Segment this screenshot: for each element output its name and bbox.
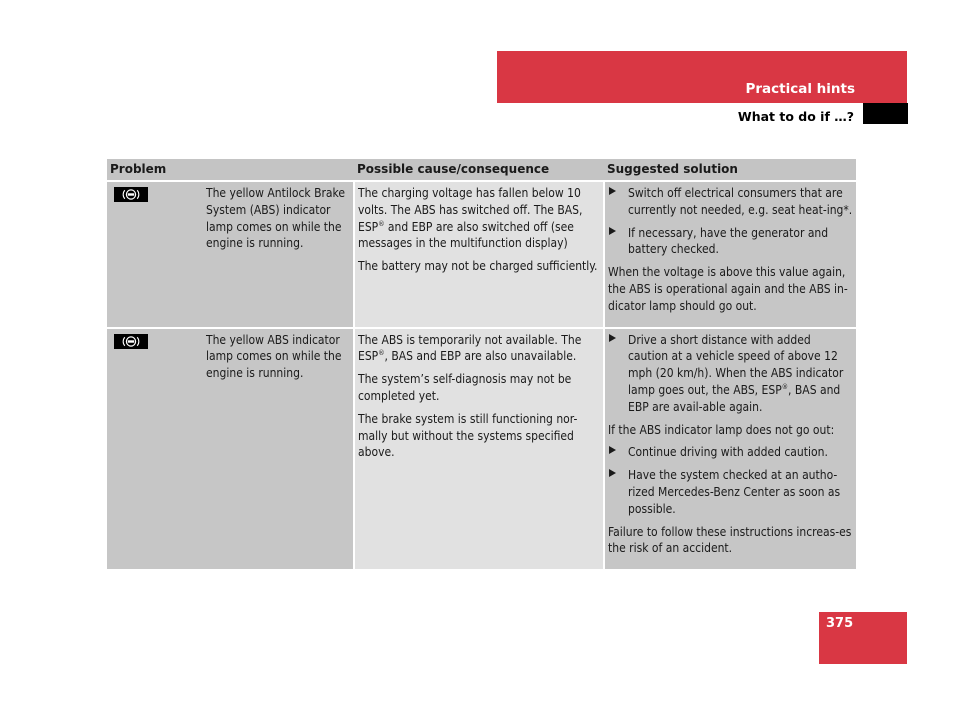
header-problem: Problem — [107, 159, 354, 181]
paragraph-text: When the voltage is above this value again, the ABS is operational again and the ABS in-dicator lamp should go out. — [608, 265, 848, 313]
paragraph-text: Continue driving with added caution. — [628, 445, 828, 460]
paragraph-text: Drive a short distance with added caution at a vehicle speed of above 12 mph (20 km/h). When the ABS indicator lamp goes out, the ABS, ESP®, BAS and EBP are avail-able again. — [628, 332, 844, 414]
header-cause: Possible cause/consequence — [354, 159, 604, 181]
paragraph-text: The system’s self-diagnosis may not be completed yet. — [358, 372, 572, 403]
paragraph-text: Switch off electrical consumers that are currently not needed, e.g. seat heat-ing*. — [628, 186, 853, 217]
cause-cell — [354, 328, 604, 570]
bullet-arrow-icon — [608, 467, 628, 517]
bullet-arrow-icon — [608, 332, 628, 416]
problem-text: The yellow ABS indicator lamp comes on while the engine is running. — [206, 332, 342, 381]
paragraph-text: If necessary, have the generator and battery checked. — [628, 225, 829, 257]
solution-cell — [604, 328, 856, 570]
table-row — [107, 181, 856, 328]
bullet-arrow-icon — [608, 225, 628, 259]
solution-paragraph — [608, 422, 853, 439]
section-tab-marker — [863, 103, 908, 124]
problem-cell — [107, 181, 354, 328]
section-banner — [497, 51, 907, 103]
subsection-title: What to do if …? — [737, 109, 854, 124]
cause-paragraph — [358, 258, 600, 275]
solution-paragraph — [608, 524, 853, 558]
paragraph-text: Failure to follow these instructions increas-es the risk of an accident. — [608, 524, 852, 556]
page-number: 375 — [826, 616, 854, 631]
cause-paragraph — [358, 411, 600, 461]
solution-step — [608, 332, 853, 416]
paragraph-text: The brake system is still functioning nor-mally but without the systems specified above. — [358, 411, 578, 460]
bullet-arrow-icon — [608, 185, 628, 219]
troubleshooting-table — [107, 159, 856, 569]
problem-text: The yellow Antilock Brake System (ABS) indicator lamp comes on while the engine is running. — [206, 186, 346, 251]
paragraph-text: Have the system checked at an autho-rized Mercedes-Benz Center as soon as possible. — [628, 468, 841, 516]
paragraph-text: If the ABS indicator lamp does not go out: — [608, 422, 835, 437]
abs-warning-lamp-icon — [114, 187, 148, 202]
solution-paragraph — [608, 264, 853, 314]
solution-step — [608, 185, 853, 219]
cause-paragraph — [358, 332, 600, 366]
cause-paragraph — [358, 371, 600, 405]
cause-cell — [354, 181, 604, 328]
solution-step — [608, 467, 853, 517]
paragraph-text: The charging voltage has fallen below 10 volts. The ABS has switched off. The BAS, ESP® and EBP are also switched off (see messages in the multifunction display) — [358, 186, 583, 251]
bullet-arrow-icon — [608, 444, 628, 461]
cause-paragraph — [358, 185, 600, 252]
page-number-box — [819, 612, 907, 664]
section-title: Practical hints — [745, 81, 855, 97]
abs-warning-lamp-icon — [114, 334, 148, 349]
paragraph-text: The ABS is temporarily not available. The ESP®, BAS and EBP are also unavailable. — [358, 332, 582, 364]
solution-step — [608, 444, 853, 461]
header-solution: Suggested solution — [604, 159, 856, 181]
problem-cell — [107, 328, 354, 570]
paragraph-text: The battery may not be charged sufficiently. — [358, 259, 598, 274]
table-row — [107, 328, 856, 570]
table-header-row — [107, 159, 856, 181]
solution-cell — [604, 181, 856, 328]
solution-step — [608, 225, 853, 259]
